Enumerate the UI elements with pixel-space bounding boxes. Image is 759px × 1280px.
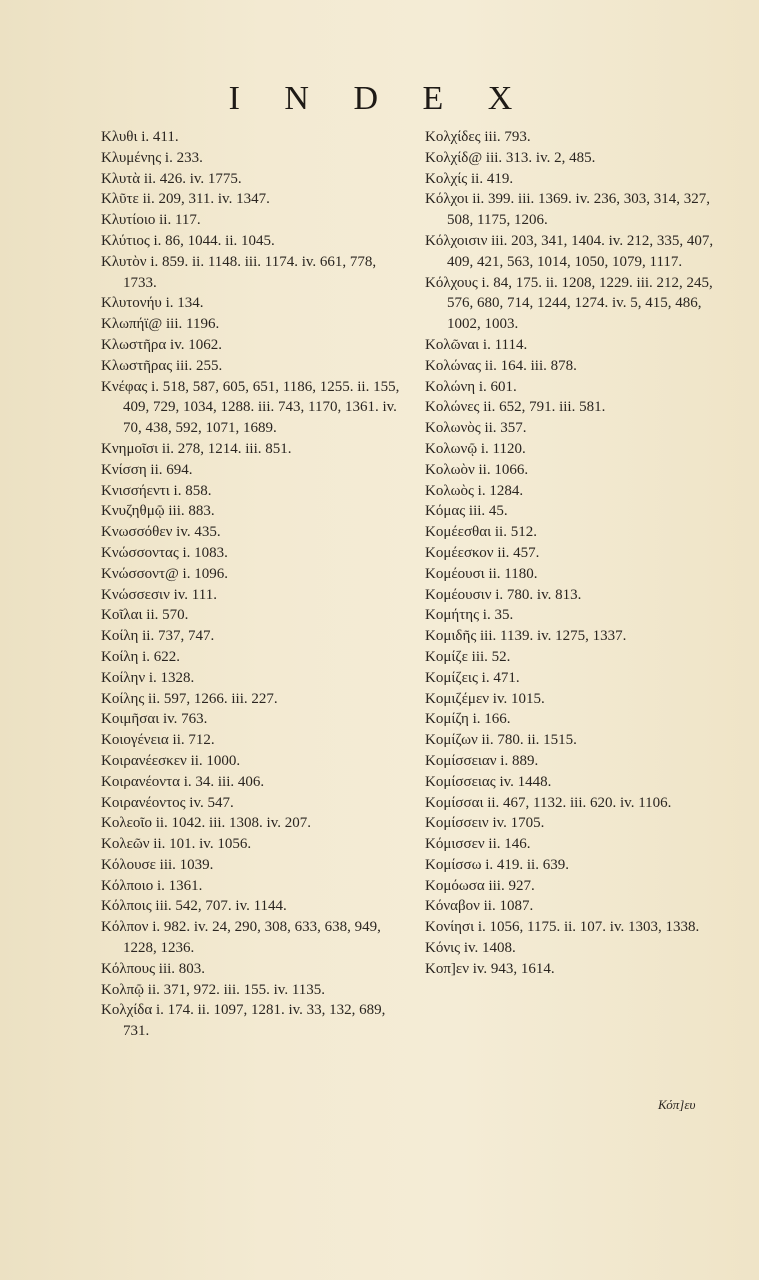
index-entry: Κλωστῆρας iii. 255. — [101, 357, 223, 374]
index-entry: Κλῦτε ii. 209, 311. iv. 1347. — [101, 191, 270, 208]
index-entry: Κομίζεις i. 471. — [425, 669, 520, 686]
index-entry: Κολωὸν ii. 1066. — [425, 461, 529, 478]
index-entry: Κόλουσε iii. 1039. — [101, 856, 214, 873]
index-entry: Κνώσσοντ@ i. 1096. — [101, 565, 228, 582]
index-entry: Κνωσσόθεν iv. 435. — [101, 524, 221, 541]
index-entry: Κνισσήεντι i. 858. — [101, 482, 212, 499]
index-entry: Κόμισσεν ii. 146. — [425, 836, 531, 853]
index-entry: Κνώσσοντας i. 1083. — [101, 544, 228, 561]
index-entry: Κολωνῷ i. 1120. — [425, 440, 526, 457]
index-column-right — [425, 127, 717, 980]
index-entry: Κολχίς ii. 419. — [425, 170, 514, 187]
index-entry: Κολῶναι i. 1114. — [425, 336, 528, 353]
index-entry: Κομίσσαι ii. 467, 1132. iii. 620. iv. 1106. — [425, 794, 672, 811]
index-entry: Κοιρανέοντα i. 34. iii. 406. — [101, 773, 265, 790]
index-entry: Κλυτὸν i. 859. ii. 1148. iii. 1174. iv. 661, 778, 1733. — [101, 253, 377, 291]
index-entry: Κοιρανέοντος iv. 547. — [101, 794, 234, 811]
index-entry: Κόμας iii. 45. — [425, 503, 508, 520]
index-entry: Κολεῶν ii. 101. iv. 1056. — [101, 836, 252, 853]
page-title: I N D E X — [228, 80, 531, 117]
index-entry: Κομόωσα iii. 927. — [425, 877, 535, 894]
index-entry: Κόλχους i. 84, 175. ii. 1208, 1229. iii. 212, 245, 576, 680, 714, 1244, 1274. iv. 5, 415, 486, 1002, 1003. — [425, 274, 713, 333]
index-entry: Κόναβον ii. 1087. — [425, 898, 534, 915]
index-entry: Κολώνες ii. 652, 791. iii. 581. — [425, 399, 606, 416]
index-entry: Κοιμῆσαι iv. 763. — [101, 711, 208, 728]
index-entry: Κλωστῆρα iv. 1062. — [101, 336, 222, 353]
index-entry: Κολώνη i. 601. — [425, 378, 517, 395]
index-entry: Κόλχοισιν iii. 203, 341, 1404. iv. 212, 335, 407, 409, 421, 563, 1014, 1050, 1079, 1117. — [425, 232, 714, 270]
index-entry: Κόλπους iii. 803. — [101, 960, 206, 977]
index-entry: Κολώνας ii. 164. iii. 878. — [425, 357, 577, 374]
index-entry: Κομέεσθαι ii. 512. — [425, 524, 537, 541]
index-entry: Κομίσσειαν i. 889. — [425, 752, 539, 769]
index-entry: Κομίζη i. 166. — [425, 711, 511, 728]
index-entry: Κλυτίοιο ii. 117. — [101, 212, 201, 229]
index-entry: Κολπῷ ii. 371, 972. iii. 155. iv. 1135. — [101, 981, 326, 998]
index-entry: Κολχίδα i. 174. ii. 1097, 1281. iv. 33, 132, 689, 731. — [101, 1002, 386, 1040]
index-entry: Κομέουσιν i. 780. iv. 813. — [425, 586, 582, 603]
index-entry: Κολωνὸς ii. 357. — [425, 420, 527, 437]
index-entry: Κολχίδ@ iii. 313. iv. 2, 485. — [425, 149, 596, 166]
index-entry: Κνέφας i. 518, 587, 605, 651, 1186, 1255. ii. 155, 409, 729, 1034, 1288. iii. 743, 1170, 1361. iv. 70, 438, 592, 1071, 1689. — [101, 378, 400, 437]
index-entry: Κλυμένης i. 233. — [101, 149, 203, 166]
index-entry: Κλυτὰ ii. 426. iv. 1775. — [101, 170, 242, 187]
index-entry: Κοπ]εν iv. 943, 1614. — [425, 960, 555, 977]
index-entry: Κομέεσκον ii. 457. — [425, 544, 540, 561]
index-entry: Κόλποις iii. 542, 707. iv. 1144. — [101, 898, 287, 915]
index-entry: Κοίλη i. 622. — [101, 648, 181, 665]
index-entry: Κλυθι i. 411. — [101, 129, 179, 145]
index-entry: Κοιρανέεσκεν ii. 1000. — [101, 752, 241, 769]
index-entry: Κλωπήϊ@ iii. 1196. — [101, 316, 220, 333]
index-entry: Κομίσσω i. 419. ii. 639. — [425, 856, 569, 873]
index-entry: Κνώσσεσιν iv. 111. — [101, 586, 217, 603]
index-entry: Κλυτονήυ i. 134. — [101, 295, 204, 312]
index-entry: Κλύτιος i. 86, 1044. ii. 1045. — [101, 232, 275, 249]
index-entry: Κολωὸς i. 1284. — [425, 482, 524, 499]
index-column-left — [101, 127, 401, 1042]
index-entry: Κνυζηθμῷ iii. 883. — [101, 503, 215, 520]
index-entry: Κομήτης i. 35. — [425, 607, 514, 624]
index-entry: Κολεοῖο ii. 1042. iii. 1308. iv. 207. — [101, 815, 311, 832]
catchword: Κόπ]ευ — [658, 1097, 696, 1112]
index-entry: Κομίσσειας iv. 1448. — [425, 773, 552, 790]
index-entry: Κομίζε iii. 52. — [425, 648, 511, 665]
index-entry: Κοίλην i. 1328. — [101, 669, 195, 686]
index-entry: Κνίσση ii. 694. — [101, 461, 193, 478]
index-entry: Κοίλη ii. 737, 747. — [101, 628, 215, 645]
index-entry: Κομέουσι ii. 1180. — [425, 565, 538, 582]
index-entry: Κομιζέμεν iv. 1015. — [425, 690, 545, 707]
index-entry: Κολχίδες iii. 793. — [425, 129, 531, 145]
index-entry: Κόλποιο i. 1361. — [101, 877, 203, 894]
index-entry: Κομίσσειν iv. 1705. — [425, 815, 545, 832]
index-entry: Κομίζων ii. 780. ii. 1515. — [425, 732, 577, 749]
index-entry: Κόνις iv. 1408. — [425, 940, 516, 957]
index-entry: Κοίλης ii. 597, 1266. iii. 227. — [101, 690, 278, 707]
index-entry: Κοιογένεια ii. 712. — [101, 732, 215, 749]
index-entry: Κοῖλαι ii. 570. — [101, 607, 189, 624]
index-entry: Κόλπον i. 982. iv. 24, 290, 308, 633, 638, 949, 1228, 1236. — [101, 919, 381, 957]
index-entry: Κνημοῖσι ii. 278, 1214. iii. 851. — [101, 440, 292, 457]
index-entry: Κόλχοι ii. 399. iii. 1369. iv. 236, 303, 314, 327, 508, 1175, 1206. — [425, 191, 710, 229]
index-entry: Κονίησι i. 1056, 1175. ii. 107. iv. 1303, 1338. — [425, 919, 700, 936]
index-entry: Κομιδῆς iii. 1139. iv. 1275, 1337. — [425, 628, 627, 645]
